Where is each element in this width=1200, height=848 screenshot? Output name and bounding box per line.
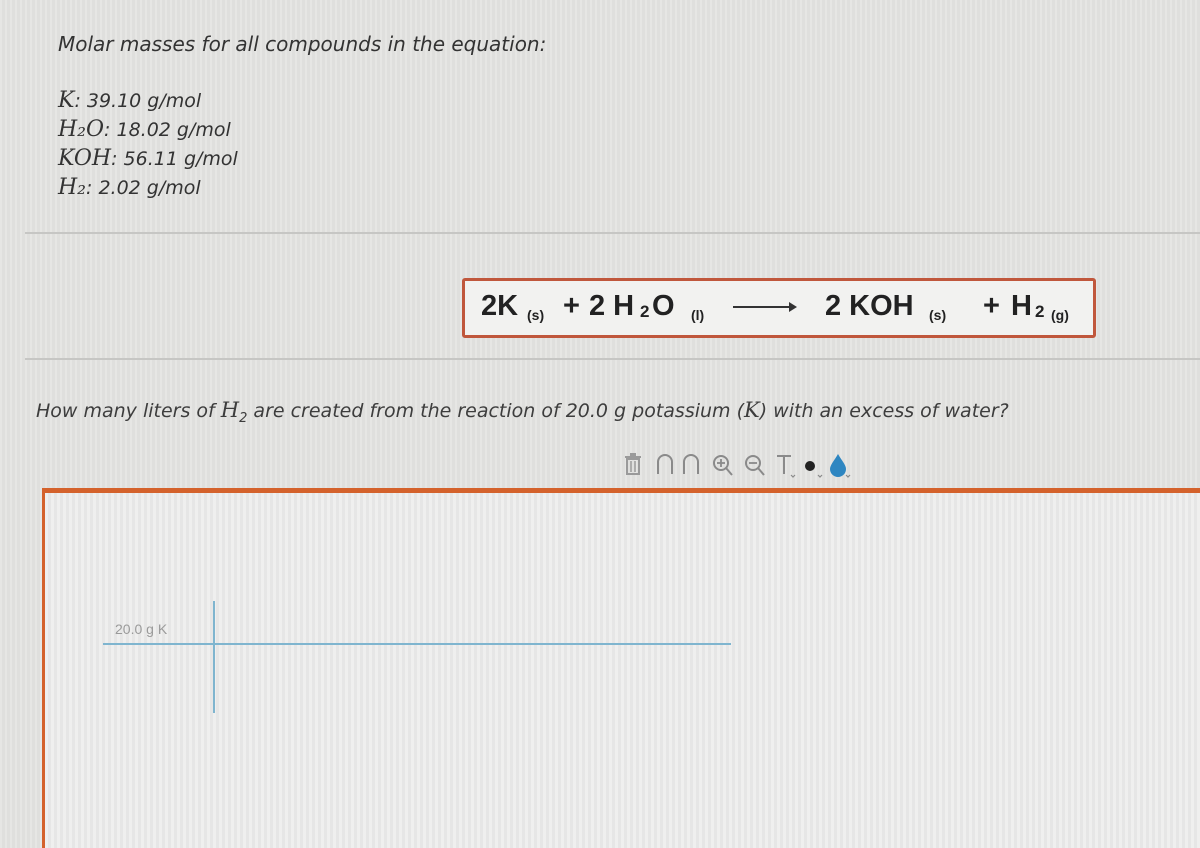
zoom-out-icon[interactable] (742, 450, 768, 480)
compound-symbol: H₂O (58, 117, 105, 142)
product-koh: 2 KOH (825, 290, 914, 322)
divider (25, 358, 1200, 360)
question-text: How many liters of $H_2$ are created from the reaction of 20.0 g potassium (K) with an excess of water? (36, 398, 1009, 426)
molar-mass-heading: Molar masses for all compounds in the equation: (58, 32, 547, 56)
compound-value: : 39.10 g/mol (74, 90, 202, 112)
drawing-canvas[interactable] (42, 488, 1200, 848)
trash-icon[interactable] (620, 450, 646, 480)
compound-symbol: KOH (58, 146, 112, 171)
reactant-water-base: 2 H (589, 290, 635, 322)
compound-value: : 2.02 g/mol (86, 177, 201, 199)
chemical-equation (462, 278, 1096, 338)
color-drop-icon[interactable] (826, 450, 852, 480)
molar-mass-koh (58, 146, 238, 171)
state-label: (s) (929, 307, 947, 323)
molar-mass-h2 (58, 175, 201, 200)
state-label: (s) (527, 307, 545, 323)
compound-symbol: K (58, 88, 75, 113)
reactant-water-end: O (652, 290, 675, 322)
state-label: (l) (691, 307, 705, 323)
conversion-vertical-line (213, 601, 215, 713)
subscript: 2 (640, 302, 650, 321)
conversion-horizontal-line (103, 643, 731, 645)
molar-mass-k (58, 88, 201, 113)
dot-tool-icon[interactable] (800, 450, 826, 480)
redo-icon[interactable] (680, 450, 706, 480)
plus-sign: + (983, 290, 1000, 322)
subscript: 2 (1035, 302, 1045, 321)
text-tool-icon[interactable] (772, 450, 798, 480)
reaction-arrow-icon (733, 306, 795, 308)
zoom-in-icon[interactable] (710, 450, 736, 480)
compound-value: : 18.02 g/mol (104, 119, 231, 141)
divider (25, 232, 1200, 234)
product-h2-base: H (1011, 290, 1032, 322)
start-value-label: 20.0 g K (115, 621, 168, 637)
compound-value: : 56.11 g/mol (111, 148, 238, 170)
state-label: (g) (1051, 307, 1069, 323)
undo-icon[interactable] (654, 450, 680, 480)
molar-mass-h2o (58, 117, 231, 142)
compound-symbol: H₂ (58, 175, 87, 200)
plus-sign: + (563, 290, 580, 322)
reactant-potassium: 2K (481, 290, 519, 322)
